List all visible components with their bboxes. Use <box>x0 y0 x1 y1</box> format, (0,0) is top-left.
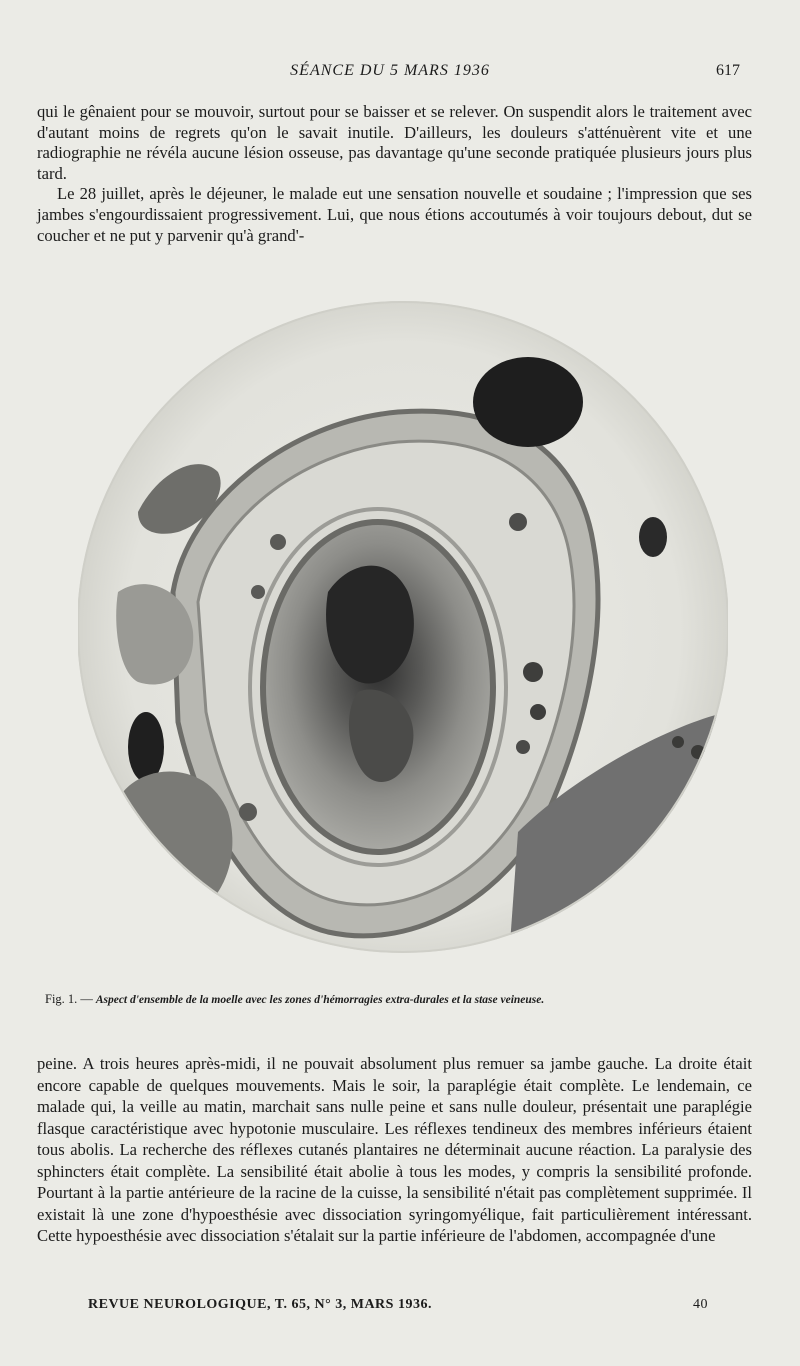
paragraph: qui le gênaient pour se mouvoir, surtout pour se baisser et se relever. On suspendit alors le traitement avec d'autant moins de regrets qu'on le savait inutile. D'ailleurs, les douleurs s'atténuèrent vite et une radiographie ne révéla aucune lésion osseuse, pas davantage qu'une seconde pratiquée plusieurs jours plus tard. <box>37 102 752 183</box>
page-number: 617 <box>716 62 740 79</box>
body-text-top <box>37 102 752 246</box>
figure-caption <box>45 992 760 1007</box>
micrograph-image <box>78 292 728 972</box>
figure-label: Fig. 1. — <box>45 992 93 1006</box>
sheet-number: 40 <box>693 1297 708 1312</box>
paragraph: peine. A trois heures après-midi, il ne pouvait absolument plus remuer sa jambe gauche. La droite était encore capable de quelques mouvements. Mais le soir, la paraplégie était complète. Le lendemain, ce malade qui, la veille au matin, marchait sans nulle peine et sans nulle douleur, présentait une paraplégie flasque caractéristique avec hypotonie musculaire. Les réflexes tendineux des membres inférieurs étaient tous abolis. La recherche des réflexes cutanés plantaires ne déterminait aucune réaction. La paralysie des sphincters était complète. La sensibilité était abolie à tous les modes, y compris la sensibilité profonde. Pourtant à la partie antérieure de la racine de la cuisse, la sensibilité n'était pas complètement supprimée. Il existait là une zone d'hypoesthésie avec dissociation syringomyélique, fait particulièrement intéressant. Cette hypoesthésie avec dissociation s'étalait sur la partie inférieure de l'abdomen, accompagnée d'une <box>37 1054 752 1245</box>
running-head <box>40 62 740 86</box>
body-text-bottom <box>37 1053 752 1247</box>
histology-micrograph <box>78 292 728 972</box>
journal-citation: REVUE NEUROLOGIQUE, T. 65, N° 3, MARS 1936. <box>88 1297 432 1312</box>
paragraph: Le 28 juillet, après le déjeuner, le malade eut une sensation nouvelle et soudaine ; l'impression que ses jambes s'engourdissaient progressivement. Lui, que nous étions accoutumés à voir toujours debout, dut se coucher et ne put y parvenir qu'à grand'- <box>37 184 752 245</box>
running-title: SÉANCE DU 5 MARS 1936 <box>290 62 490 79</box>
page-footer <box>88 1297 708 1319</box>
figure-caption-text: Aspect d'ensemble de la moelle avec les zones d'hémorragies extra-durales et la stase veineuse. <box>95 994 545 1006</box>
